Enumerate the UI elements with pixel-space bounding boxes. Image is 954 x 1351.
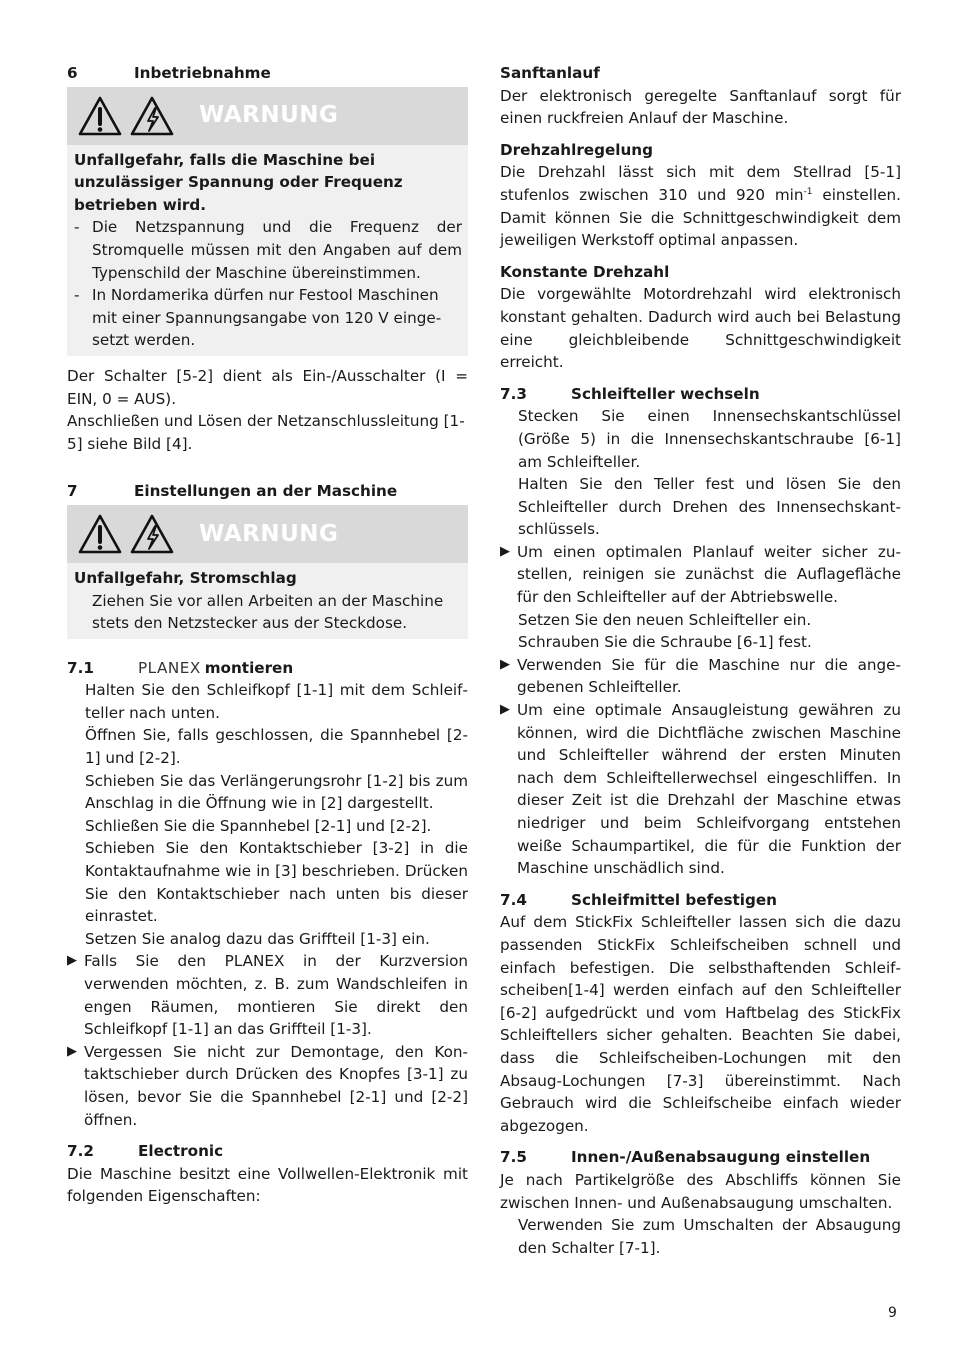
electric-shock-icon [129,95,175,137]
section-7-4-heading: 7.4 Schleifmittel befestigen [500,890,777,909]
bullet-item: ▶ Falls Sie den PLANEX in der Kurzversion verwenden möchten, z. B. zum Wandschleifen in engen Räumen, montieren Sie direkt den Schleifkopf [1-1] an das Griffteil [1-3]. [67,950,468,1040]
step-text: Halten Sie den Teller fest und lösen Sie den Schleifteller durch Drehen des Innensechskantschlüssels. [518,475,901,539]
section-6-heading: 6 Inbetriebnahme [67,64,271,82]
warning-text: Ziehen Sie vor allen Arbeiten an der Maschine stets den Netzstecker aus der Steckdose. [92,591,444,633]
warning-title: Unfallgefahr, Stromschlag [74,568,297,587]
paragraph: Die Maschine besitzt eine Vollwellen-Elektronik mit folgenden Eigenschaften: [67,1164,468,1206]
bullet-item: ▶ Vergessen Sie nicht zur Demontage, den Kontaktschieber durch Drücken des Knopfes [3-1] zu lösen, bevor Sie die Spannhebel [2-1] und [2-2] öffnen. [67,1041,468,1131]
paragraph: Anschließen und Lösen der Netzanschlussleitung [1-5] siehe Bild [4]. [67,412,465,453]
warning-header [67,505,468,563]
warning-box-power [67,87,468,356]
step-text: Halten Sie den Schleifkopf [1-1] mit dem Schleifteller nach unten. [85,681,468,722]
triangle-bullet-icon: ▶ [67,953,77,969]
step-text: Setzen Sie analog dazu das Griffteil [1-3] ein. [85,929,430,948]
step-text: Verwenden Sie zum Umschalten der Absaugung den Schalter [7-1]. [518,1216,901,1257]
section-7-1-heading: 7.1 PLANEX montieren [67,658,294,677]
step-text: Schrauben Sie die Schraube [6-1] fest. [518,633,812,652]
bullet-item: ▶ Um eine optimale Ansaugleistung gewähren zu können, wird die Dichtfläche zwischen Maschine und Schleifteller während der ersten Minuten nach dem Schleiftellerwechsel eingeschliffen. In dieser Zeit ist die Drehzahl der Maschine etwas niedriger und beim Schleifvorgang entstehen weiße Schaumpartikel, die für die Funktion der Maschine unschädlich sind. [500,699,901,880]
warning-title: Unfallgefahr, falls die Maschine bei unzulässiger Spannung oder Frequenz betrieben wird. [74,150,403,214]
warning-body [67,563,468,639]
paragraph: Auf dem StickFix Schleifteller lassen sich die dazu passenden StickFix Schleifscheiben schnell und einfach befestigen. Die selbsthaftenden Schleifscheiben[1-4] werden einfach auf den Schleifteller [6-2] aufgedrückt und vom Haftbelag des StickFix Schleiftellers sicher gehalten. Beachten Sie dabei, dass die Schleifscheiben-Lochungen mit den Absaug-Lochungen [7-3] übereinstimmt. Nach Gebrauch wird die Schleifscheibe einfach wieder abgezogen. [500,913,901,1135]
subheading: Drehzahlregelung [500,140,653,159]
left-column [67,62,468,1208]
electric-shock-icon [129,513,175,555]
warning-label: WARNUNG [199,102,339,129]
list-item: - In Nordamerika dürfen nur Festool Maschinen mit einer Spannungsangabe von 120 V eingesetzt werden. [74,286,442,350]
bullet-item: ▶ Um einen optimalen Planlauf weiter sicher zustellen, reinigen sie zunächst die Auflagefläche für den Schleifteller auf der Abtriebswelle. [500,541,901,609]
triangle-bullet-icon: ▶ [500,656,510,672]
subheading: Sanftanlauf [500,64,600,82]
step-text: Setzen Sie den neuen Schleifteller ein. [518,610,812,629]
list-item: - Die Netzspannung und die Frequenz der Stromquelle müssen mit den Angaben auf dem Typenschild der Maschine übereinstimmen. [74,218,462,282]
page-number: 9 [888,1305,897,1321]
warning-header [67,87,468,145]
section-7-heading: 7 Einstellungen an der Maschine [67,482,398,501]
paragraph: Der Schalter [5-2] dient als Ein-/Ausschalter (I = EIN, 0 = AUS). [67,366,468,408]
paragraph: Die vorgewählte Motordrehzahl wird elektronisch konstant gehalten. Dadurch wird auch bei Belastung eine gleichbleibende Schnittgeschwindigkeit erreicht. [500,285,901,372]
paragraph: Die Drehzahl lässt sich mit dem Stellrad [5-1] stufenlos zwischen 310 und 920 $\min^{-1}$ einstellen. Damit können Sie die Schnittgeschwindigkeit dem jeweiligen Werkstoff optimal anpassen. [500,163,901,250]
step-text: Schieben Sie den Kontaktschieber [3-2] in die Kontaktaufnahme wie in [3] beschrieben. Drücken Sie den Kontaktschieber nach unten bis dieser einrastet. [85,839,468,926]
warning-label: WARNUNG [199,520,339,547]
step-text: Öffnen Sie, falls geschlossen, die Spannhebel [2-1] und [2-2]. [85,726,468,768]
warning-body [67,145,468,356]
section-7-5-heading: 7.5 Innen-/Außenabsaugung einstellen [500,1148,871,1167]
triangle-bullet-icon: ▶ [67,1043,77,1059]
section-7-3-heading: 7.3 Schleifteller wechseln [500,384,760,403]
step-text: Schieben Sie das Verlängerungsrohr [1-2] bis zum Anschlag in die Öffnung wie in [2] dargestellt. [85,771,468,813]
triangle-bullet-icon: ▶ [500,702,510,718]
subheading: Konstante Drehzahl [500,262,670,281]
paragraph: Der elektronisch geregelte Sanftanlauf sorgt für einen ruckfreien Anlauf der Maschine. [500,86,901,128]
bullet-item: ▶ Verwenden Sie für die Maschine nur die angegebenen Schleifteller. [500,654,901,699]
warning-box-shock [67,505,468,639]
right-column [500,62,901,1259]
step-text: Stecken Sie einen Innensechskantschlüssel (Größe 5) in die Innensechskantschraube [6-1] am Schleifteller. [518,407,901,471]
step-text: Schließen Sie die Spannhebel [2-1] und [2-2]. [85,816,432,835]
warning-triangle-icon [77,513,123,555]
warning-triangle-icon [77,95,123,137]
section-7-2-heading: 7.2 Electronic [67,1142,224,1161]
triangle-bullet-icon: ▶ [500,543,510,559]
paragraph: Je nach Partikelgröße des Abschliffs können Sie zwischen Innen- und Außenabsaugung umschalten. [500,1170,901,1212]
